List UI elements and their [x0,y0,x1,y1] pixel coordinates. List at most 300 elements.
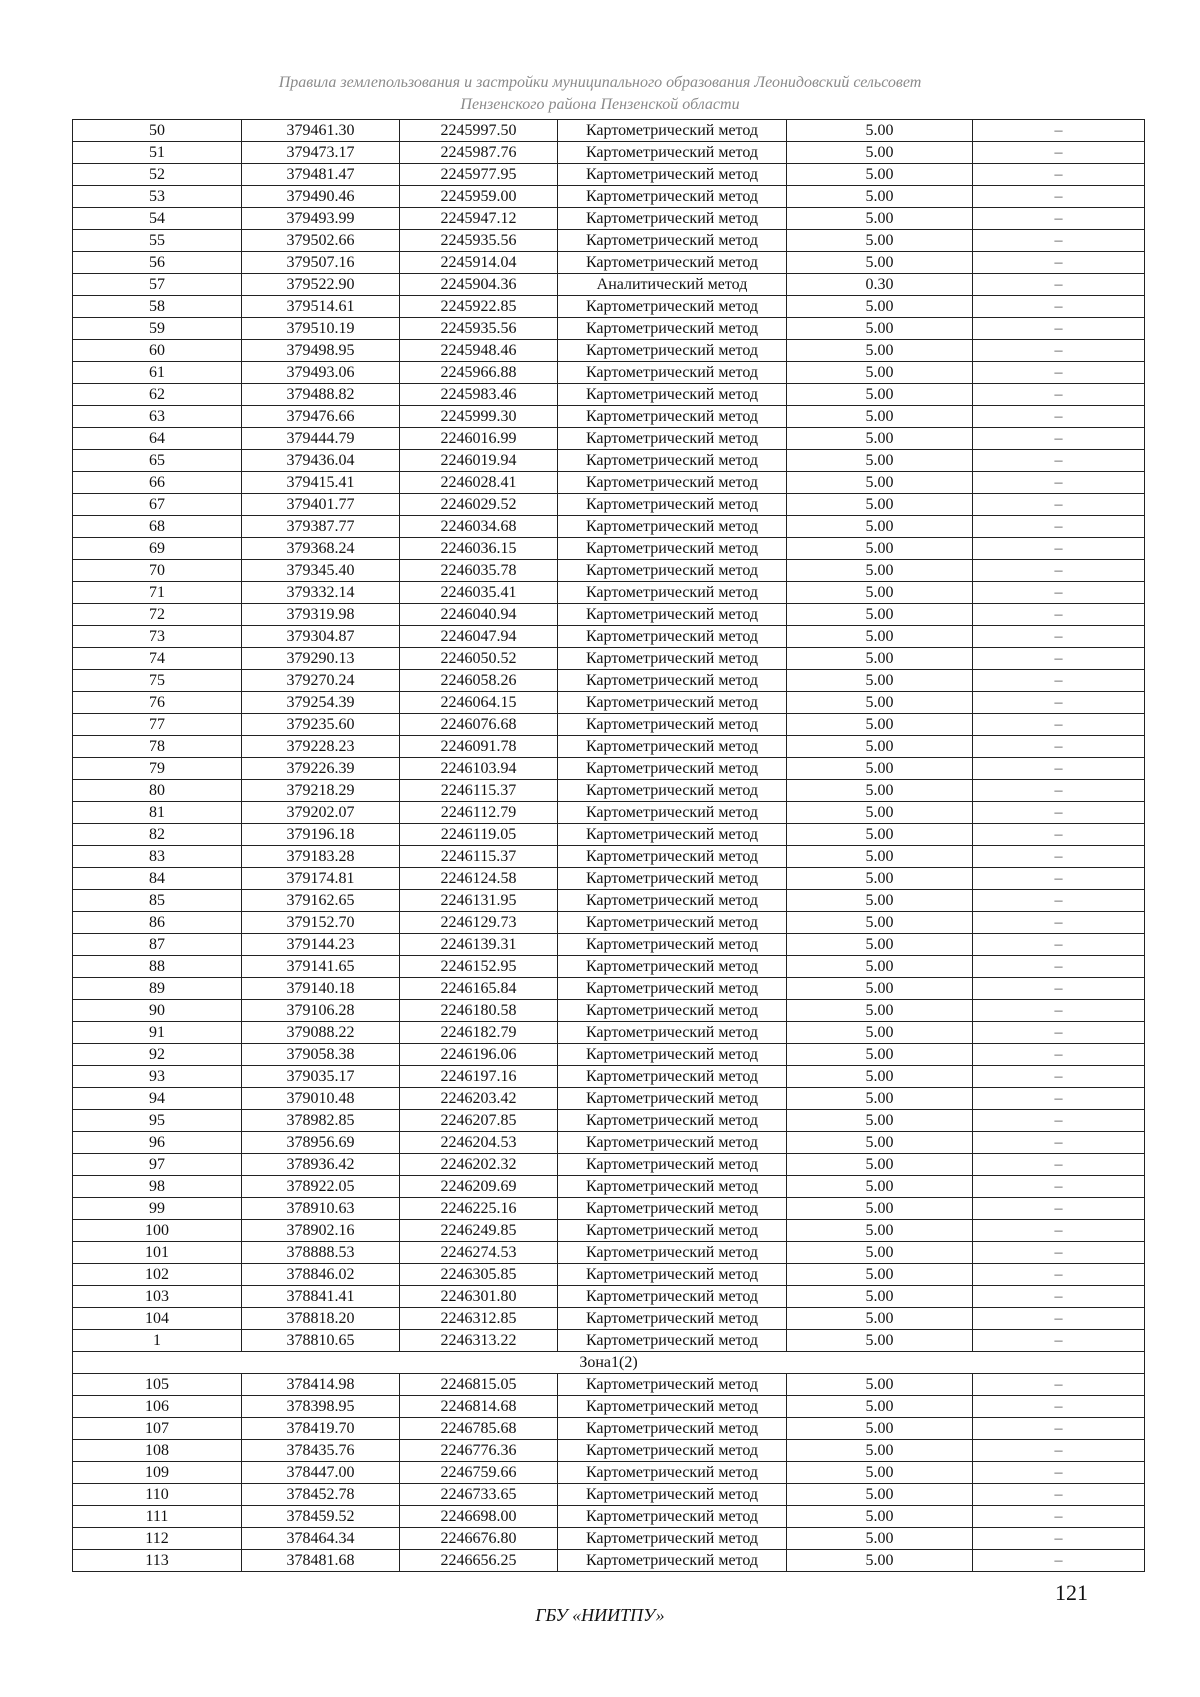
cell-x-coordinate: 379490.46 [242,186,400,208]
cell-note: – [973,494,1145,516]
cell-note: – [973,560,1145,582]
cell-note: – [973,1528,1145,1550]
cell-point-number: 71 [73,582,242,604]
cell-y-coordinate: 2246152.95 [400,956,558,978]
cell-note: – [973,406,1145,428]
cell-y-coordinate: 2246029.52 [400,494,558,516]
cell-accuracy: 5.00 [787,538,973,560]
cell-point-number: 106 [73,1396,242,1418]
cell-point-number: 108 [73,1440,242,1462]
table-row [73,1044,1145,1066]
table-row [73,274,1145,296]
cell-point-number: 109 [73,1462,242,1484]
cell-x-coordinate: 378936.42 [242,1154,400,1176]
cell-accuracy: 5.00 [787,142,973,164]
cell-note: – [973,978,1145,1000]
table-row [73,604,1145,626]
cell-note: – [973,164,1145,186]
cell-method: Картометрический метод [558,450,787,472]
cell-x-coordinate: 379106.28 [242,1000,400,1022]
table-row [73,208,1145,230]
cell-point-number: 75 [73,670,242,692]
table-row [73,956,1145,978]
cell-y-coordinate: 2246182.79 [400,1022,558,1044]
cell-note: – [973,1176,1145,1198]
cell-accuracy: 5.00 [787,1110,973,1132]
cell-y-coordinate: 2246815.05 [400,1374,558,1396]
table-row [73,1506,1145,1528]
cell-x-coordinate: 378846.02 [242,1264,400,1286]
cell-y-coordinate: 2246119.05 [400,824,558,846]
cell-method: Картометрический метод [558,956,787,978]
cell-accuracy: 5.00 [787,714,973,736]
table-row [73,1286,1145,1308]
cell-note: – [973,1066,1145,1088]
table-row [73,934,1145,956]
cell-accuracy: 5.00 [787,1220,973,1242]
cell-accuracy: 5.00 [787,1044,973,1066]
cell-point-number: 67 [73,494,242,516]
cell-y-coordinate: 2246301.80 [400,1286,558,1308]
cell-method: Картометрический метод [558,120,787,142]
cell-x-coordinate: 379088.22 [242,1022,400,1044]
cell-note: – [973,670,1145,692]
cell-x-coordinate: 378398.95 [242,1396,400,1418]
cell-note: – [973,1418,1145,1440]
table-row [73,1484,1145,1506]
cell-method: Картометрический метод [558,824,787,846]
table-row [73,890,1145,912]
cell-y-coordinate: 2246076.68 [400,714,558,736]
cell-point-number: 79 [73,758,242,780]
cell-y-coordinate: 2246274.53 [400,1242,558,1264]
cell-method: Картометрический метод [558,1220,787,1242]
cell-note: – [973,472,1145,494]
cell-accuracy: 5.00 [787,1154,973,1176]
header-line-2: Пензенского района Пензенской области [460,96,740,113]
table-row [73,846,1145,868]
cell-method: Картометрический метод [558,1550,787,1572]
cell-point-number: 95 [73,1110,242,1132]
cell-x-coordinate: 379493.99 [242,208,400,230]
cell-x-coordinate: 379415.41 [242,472,400,494]
cell-accuracy: 5.00 [787,1264,973,1286]
coordinates-table [72,119,1145,1572]
cell-method: Картометрический метод [558,1198,787,1220]
table-row [73,1462,1145,1484]
cell-x-coordinate: 378414.98 [242,1374,400,1396]
cell-point-number: 56 [73,252,242,274]
table-row [73,1396,1145,1418]
cell-point-number: 62 [73,384,242,406]
cell-y-coordinate: 2245983.46 [400,384,558,406]
cell-method: Картометрический метод [558,1396,787,1418]
cell-note: – [973,1110,1145,1132]
cell-note: – [973,890,1145,912]
cell-y-coordinate: 2246814.68 [400,1396,558,1418]
cell-note: – [973,1286,1145,1308]
cell-x-coordinate: 379202.07 [242,802,400,824]
cell-x-coordinate: 379228.23 [242,736,400,758]
table-row [73,1088,1145,1110]
cell-note: – [973,296,1145,318]
cell-y-coordinate: 2246019.94 [400,450,558,472]
zone-section-row [73,1352,1145,1374]
cell-x-coordinate: 379218.29 [242,780,400,802]
cell-accuracy: 5.00 [787,582,973,604]
cell-method: Картометрический метод [558,912,787,934]
table-row [73,318,1145,340]
cell-method: Картометрический метод [558,1330,787,1352]
cell-x-coordinate: 379035.17 [242,1066,400,1088]
cell-x-coordinate: 379152.70 [242,912,400,934]
cell-point-number: 54 [73,208,242,230]
cell-point-number: 68 [73,516,242,538]
cell-point-number: 104 [73,1308,242,1330]
table-row [73,1110,1145,1132]
cell-x-coordinate: 379444.79 [242,428,400,450]
table-row [73,406,1145,428]
table-row [73,692,1145,714]
cell-x-coordinate: 379476.66 [242,406,400,428]
cell-x-coordinate: 378956.69 [242,1132,400,1154]
cell-note: – [973,1000,1145,1022]
cell-point-number: 96 [73,1132,242,1154]
cell-x-coordinate: 378902.16 [242,1220,400,1242]
cell-y-coordinate: 2245922.85 [400,296,558,318]
cell-method: Картометрический метод [558,780,787,802]
table-row [73,120,1145,142]
cell-y-coordinate: 2246034.68 [400,516,558,538]
cell-accuracy: 5.00 [787,1308,973,1330]
cell-y-coordinate: 2246312.85 [400,1308,558,1330]
cell-accuracy: 5.00 [787,648,973,670]
cell-y-coordinate: 2246785.68 [400,1418,558,1440]
cell-point-number: 91 [73,1022,242,1044]
cell-note: – [973,868,1145,890]
cell-note: – [973,758,1145,780]
cell-accuracy: 5.00 [787,362,973,384]
cell-y-coordinate: 2246036.15 [400,538,558,560]
cell-accuracy: 5.00 [787,802,973,824]
cell-x-coordinate: 379498.95 [242,340,400,362]
table-row [73,164,1145,186]
cell-method: Картометрический метод [558,868,787,890]
cell-note: – [973,1550,1145,1572]
cell-y-coordinate: 2246016.99 [400,428,558,450]
cell-method: Картометрический метод [558,1484,787,1506]
cell-note: – [973,428,1145,450]
cell-accuracy: 5.00 [787,1286,973,1308]
cell-accuracy: 5.00 [787,824,973,846]
cell-method: Картометрический метод [558,538,787,560]
cell-x-coordinate: 378982.85 [242,1110,400,1132]
cell-point-number: 99 [73,1198,242,1220]
cell-y-coordinate: 2246040.94 [400,604,558,626]
cell-x-coordinate: 379183.28 [242,846,400,868]
cell-point-number: 58 [73,296,242,318]
cell-y-coordinate: 2246091.78 [400,736,558,758]
cell-point-number: 82 [73,824,242,846]
cell-point-number: 97 [73,1154,242,1176]
cell-method: Картометрический метод [558,1154,787,1176]
cell-method: Картометрический метод [558,1022,787,1044]
cell-method: Картометрический метод [558,1374,787,1396]
cell-point-number: 1 [73,1330,242,1352]
cell-note: – [973,362,1145,384]
cell-note: – [973,1220,1145,1242]
cell-x-coordinate: 378841.41 [242,1286,400,1308]
cell-method: Картометрический метод [558,362,787,384]
cell-x-coordinate: 379368.24 [242,538,400,560]
cell-x-coordinate: 378464.34 [242,1528,400,1550]
cell-x-coordinate: 379332.14 [242,582,400,604]
cell-y-coordinate: 2246035.78 [400,560,558,582]
cell-accuracy: 5.00 [787,912,973,934]
cell-y-coordinate: 2246165.84 [400,978,558,1000]
cell-method: Картометрический метод [558,230,787,252]
cell-x-coordinate: 379461.30 [242,120,400,142]
cell-method: Картометрический метод [558,692,787,714]
cell-point-number: 63 [73,406,242,428]
cell-point-number: 73 [73,626,242,648]
cell-method: Картометрический метод [558,1286,787,1308]
cell-y-coordinate: 2245914.04 [400,252,558,274]
cell-method: Картометрический метод [558,340,787,362]
cell-accuracy: 5.00 [787,978,973,1000]
header-line-1: Правила землепользования и застройки муниципального образования Леонидовский сельсовет [278,74,922,91]
cell-x-coordinate: 379510.19 [242,318,400,340]
cell-note: – [973,1242,1145,1264]
cell-y-coordinate: 2246050.52 [400,648,558,670]
cell-accuracy: 5.00 [787,670,973,692]
cell-method: Картометрический метод [558,890,787,912]
cell-method: Картометрический метод [558,1440,787,1462]
cell-y-coordinate: 2245959.00 [400,186,558,208]
cell-y-coordinate: 2245997.50 [400,120,558,142]
cell-method: Картометрический метод [558,802,787,824]
cell-method: Картометрический метод [558,846,787,868]
cell-y-coordinate: 2245977.95 [400,164,558,186]
cell-accuracy: 5.00 [787,1440,973,1462]
cell-note: – [973,120,1145,142]
cell-accuracy: 5.00 [787,1022,973,1044]
cell-y-coordinate: 2245999.30 [400,406,558,428]
cell-method: Картометрический метод [558,1176,787,1198]
cell-method: Картометрический метод [558,494,787,516]
cell-method: Картометрический метод [558,1418,787,1440]
cell-accuracy: 5.00 [787,1132,973,1154]
cell-x-coordinate: 379345.40 [242,560,400,582]
cell-note: – [973,318,1145,340]
cell-x-coordinate: 379010.48 [242,1088,400,1110]
cell-note: – [973,1462,1145,1484]
cell-method: Аналитический метод [558,274,787,296]
cell-x-coordinate: 379254.39 [242,692,400,714]
cell-method: Картометрический метод [558,1110,787,1132]
table-row [73,824,1145,846]
cell-y-coordinate: 2246035.41 [400,582,558,604]
cell-y-coordinate: 2246733.65 [400,1484,558,1506]
table-row [73,252,1145,274]
cell-point-number: 64 [73,428,242,450]
cell-x-coordinate: 379144.23 [242,934,400,956]
cell-point-number: 111 [73,1506,242,1528]
cell-method: Картометрический метод [558,1264,787,1286]
table-row [73,538,1145,560]
table-row [73,450,1145,472]
cell-y-coordinate: 2245966.88 [400,362,558,384]
table-row [73,516,1145,538]
cell-point-number: 85 [73,890,242,912]
cell-x-coordinate: 379522.90 [242,274,400,296]
cell-accuracy: 5.00 [787,692,973,714]
cell-point-number: 59 [73,318,242,340]
cell-x-coordinate: 379162.65 [242,890,400,912]
coordinates-table-body [73,120,1145,1572]
table-row [73,1528,1145,1550]
cell-note: – [973,1088,1145,1110]
cell-note: – [973,384,1145,406]
cell-x-coordinate: 379058.38 [242,1044,400,1066]
cell-accuracy: 5.00 [787,1066,973,1088]
cell-y-coordinate: 2246197.16 [400,1066,558,1088]
cell-y-coordinate: 2245947.12 [400,208,558,230]
cell-point-number: 113 [73,1550,242,1572]
cell-x-coordinate: 378888.53 [242,1242,400,1264]
table-row [73,340,1145,362]
cell-accuracy: 5.00 [787,1506,973,1528]
cell-accuracy: 0.30 [787,274,973,296]
cell-point-number: 65 [73,450,242,472]
cell-method: Картометрический метод [558,1066,787,1088]
table-row [73,428,1145,450]
cell-method: Картометрический метод [558,296,787,318]
table-row [73,472,1145,494]
cell-point-number: 80 [73,780,242,802]
cell-note: – [973,208,1145,230]
cell-method: Картометрический метод [558,978,787,1000]
cell-accuracy: 5.00 [787,186,973,208]
cell-accuracy: 5.00 [787,208,973,230]
cell-note: – [973,912,1145,934]
zone-label: Зона1(2) [73,1352,1145,1374]
table-row [73,384,1145,406]
cell-y-coordinate: 2246047.94 [400,626,558,648]
cell-accuracy: 5.00 [787,406,973,428]
cell-accuracy: 5.00 [787,736,973,758]
cell-note: – [973,450,1145,472]
cell-y-coordinate: 2246207.85 [400,1110,558,1132]
cell-method: Картометрический метод [558,1308,787,1330]
cell-accuracy: 5.00 [787,252,973,274]
cell-note: – [973,692,1145,714]
cell-y-coordinate: 2246112.79 [400,802,558,824]
cell-point-number: 74 [73,648,242,670]
cell-accuracy: 5.00 [787,1528,973,1550]
table-row [73,648,1145,670]
cell-point-number: 103 [73,1286,242,1308]
cell-note: – [973,1484,1145,1506]
cell-note: – [973,516,1145,538]
cell-accuracy: 5.00 [787,1418,973,1440]
table-row [73,494,1145,516]
cell-note: – [973,252,1145,274]
table-row [73,1066,1145,1088]
cell-accuracy: 5.00 [787,164,973,186]
cell-note: – [973,1044,1145,1066]
cell-method: Картометрический метод [558,318,787,340]
cell-note: – [973,1022,1145,1044]
cell-y-coordinate: 2246064.15 [400,692,558,714]
cell-note: – [973,1374,1145,1396]
cell-y-coordinate: 2246115.37 [400,780,558,802]
cell-method: Картометрический метод [558,428,787,450]
cell-accuracy: 5.00 [787,1088,973,1110]
cell-y-coordinate: 2246196.06 [400,1044,558,1066]
table-row [73,1264,1145,1286]
cell-y-coordinate: 2246028.41 [400,472,558,494]
cell-note: – [973,340,1145,362]
cell-accuracy: 5.00 [787,516,973,538]
cell-y-coordinate: 2245904.36 [400,274,558,296]
cell-x-coordinate: 379196.18 [242,824,400,846]
cell-y-coordinate: 2246225.16 [400,1198,558,1220]
cell-point-number: 78 [73,736,242,758]
cell-x-coordinate: 379141.65 [242,956,400,978]
cell-y-coordinate: 2246203.42 [400,1088,558,1110]
cell-x-coordinate: 379507.16 [242,252,400,274]
cell-accuracy: 5.00 [787,450,973,472]
cell-x-coordinate: 379270.24 [242,670,400,692]
cell-accuracy: 5.00 [787,1462,973,1484]
cell-x-coordinate: 379473.17 [242,142,400,164]
cell-x-coordinate: 378419.70 [242,1418,400,1440]
cell-accuracy: 5.00 [787,120,973,142]
cell-note: – [973,538,1145,560]
table-row [73,1000,1145,1022]
cell-x-coordinate: 379514.61 [242,296,400,318]
cell-method: Картометрический метод [558,252,787,274]
cell-point-number: 101 [73,1242,242,1264]
cell-accuracy: 5.00 [787,1374,973,1396]
cell-note: – [973,582,1145,604]
cell-method: Картометрический метод [558,560,787,582]
page-number: 121 [1055,1580,1088,1605]
cell-x-coordinate: 379319.98 [242,604,400,626]
cell-y-coordinate: 2246180.58 [400,1000,558,1022]
cell-point-number: 61 [73,362,242,384]
table-row [73,626,1145,648]
cell-point-number: 89 [73,978,242,1000]
cell-method: Картометрический метод [558,164,787,186]
cell-accuracy: 5.00 [787,1550,973,1572]
cell-point-number: 112 [73,1528,242,1550]
cell-accuracy: 5.00 [787,384,973,406]
cell-x-coordinate: 378810.65 [242,1330,400,1352]
cell-note: – [973,780,1145,802]
cell-y-coordinate: 2246139.31 [400,934,558,956]
cell-y-coordinate: 2246759.66 [400,1462,558,1484]
cell-accuracy: 5.00 [787,934,973,956]
cell-note: – [973,714,1145,736]
table-row [73,1330,1145,1352]
cell-point-number: 76 [73,692,242,714]
cell-y-coordinate: 2246129.73 [400,912,558,934]
table-row [73,362,1145,384]
cell-x-coordinate: 379387.77 [242,516,400,538]
cell-method: Картометрический метод [558,582,787,604]
